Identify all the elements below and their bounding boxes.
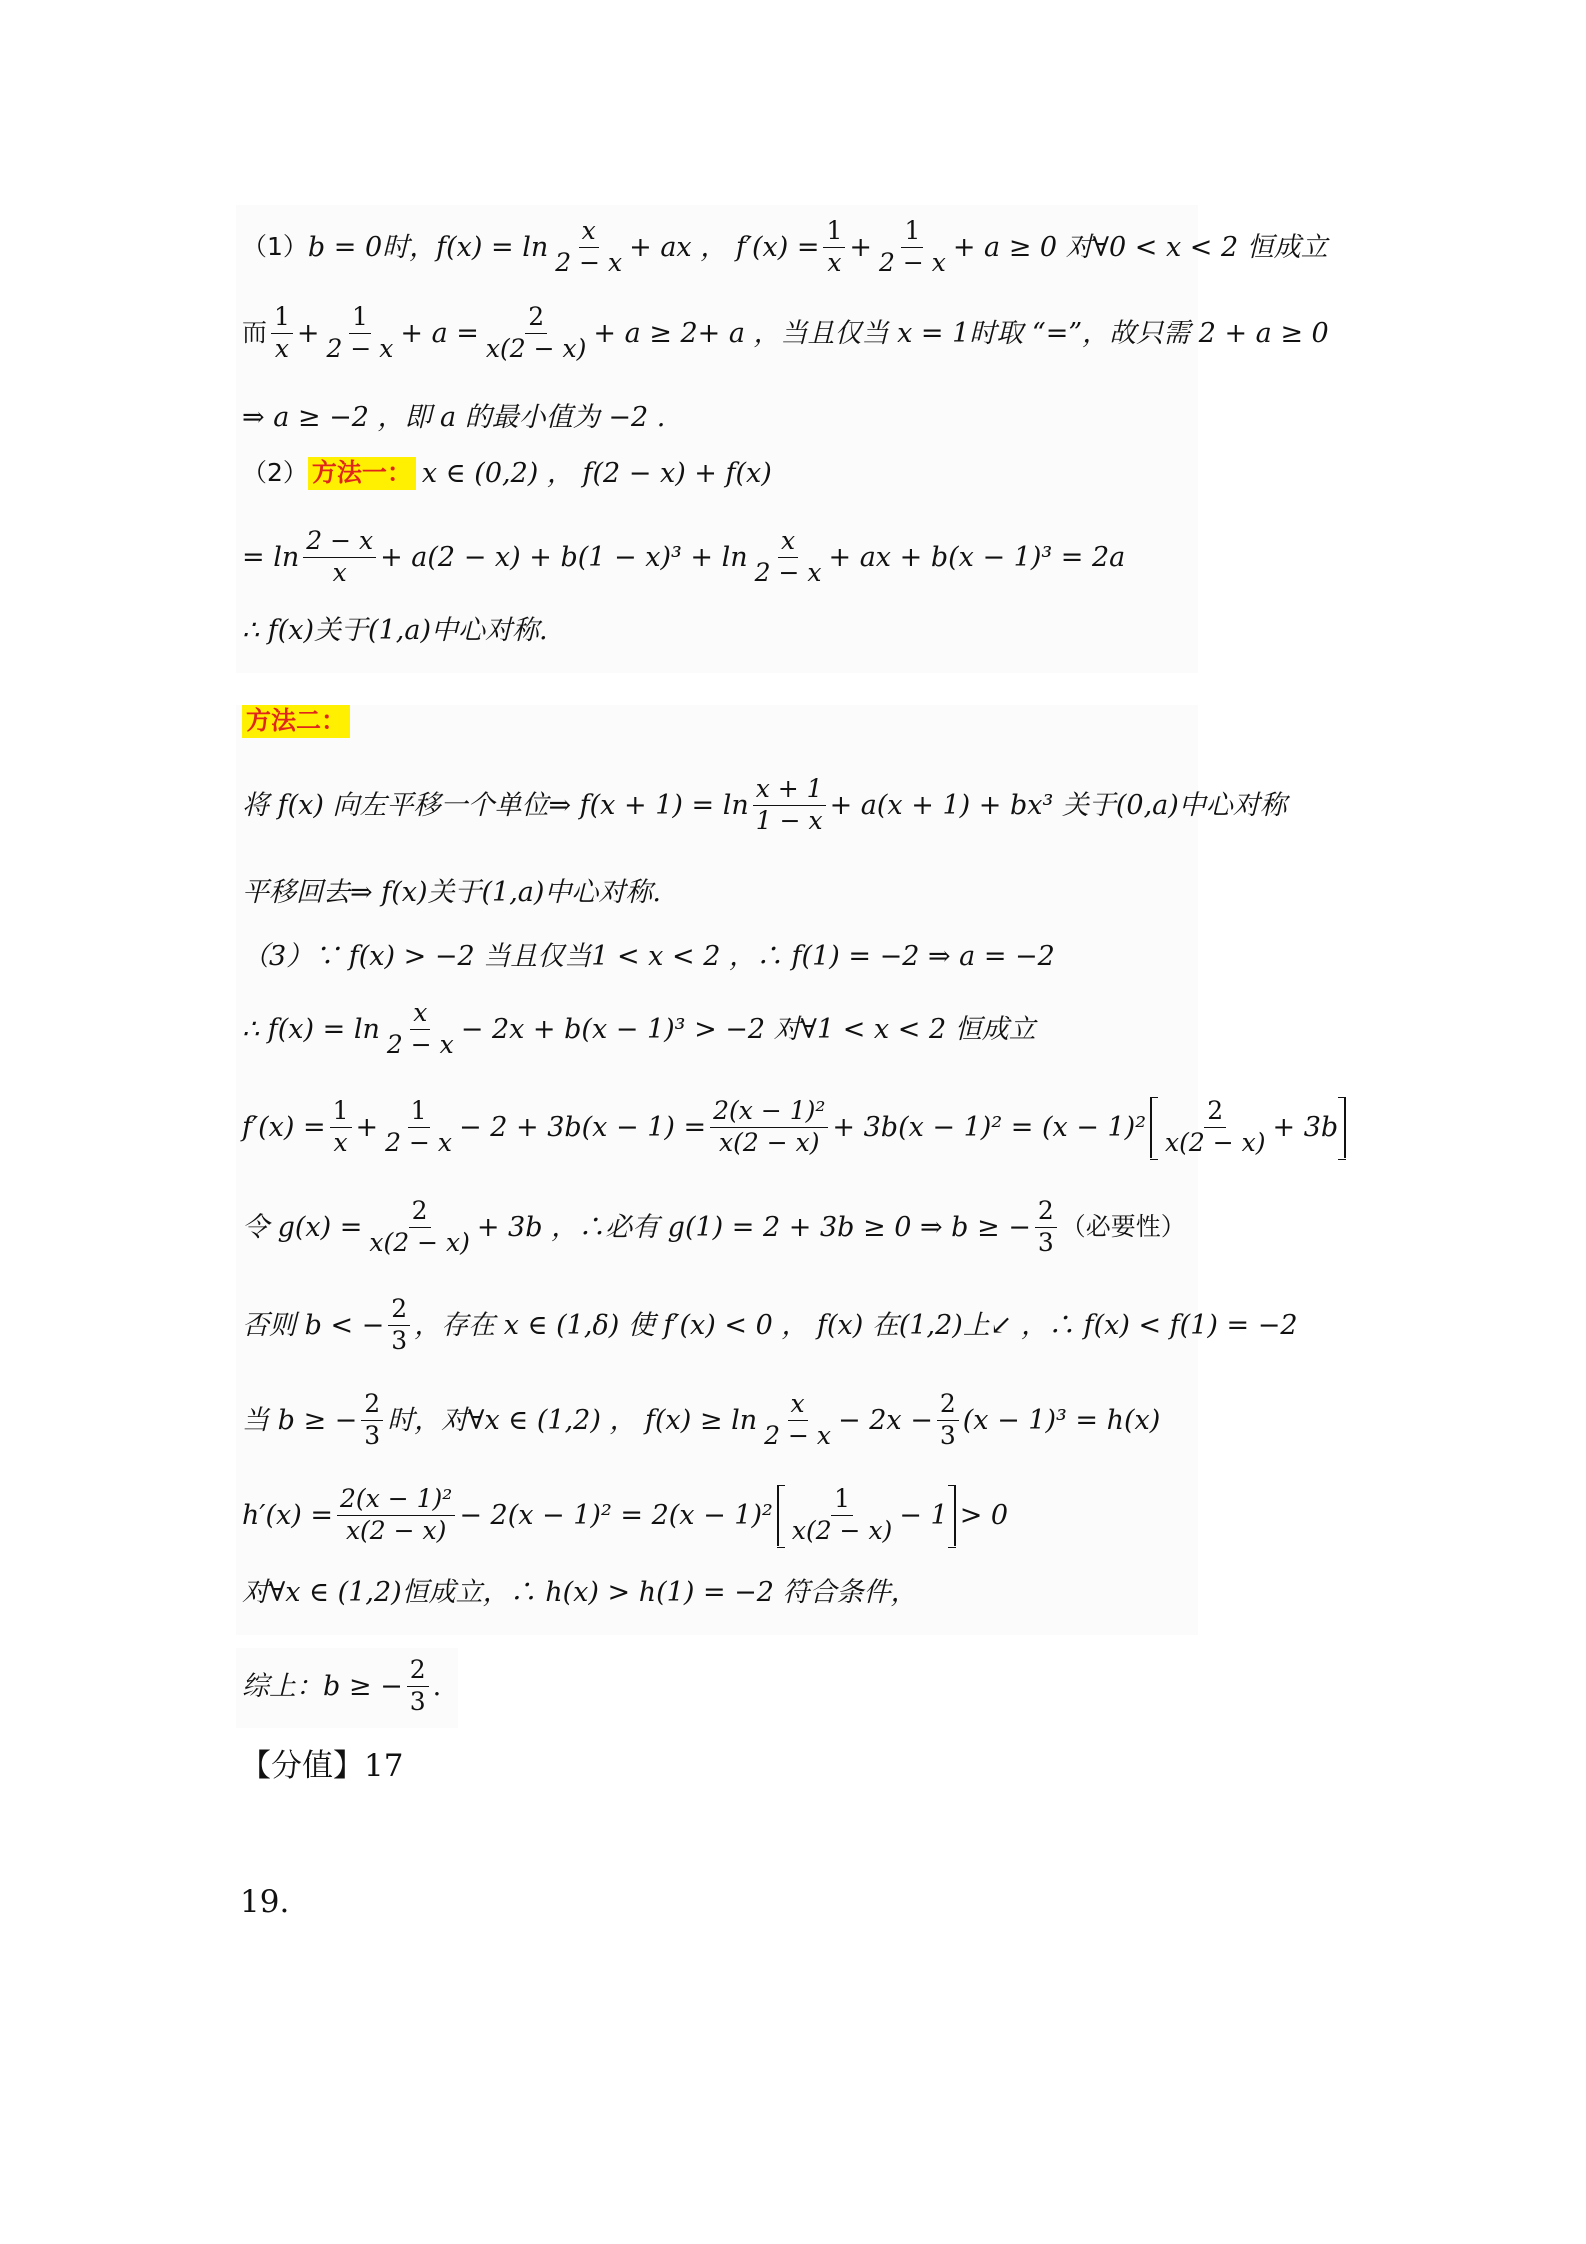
text: (x − 1)³ = h(x): [962, 1404, 1161, 1436]
text: 时，对∀x ∈ (1,2) ， f(x) ≥ ln: [387, 1404, 758, 1436]
text: 对∀x ∈ (1,2)恒成立，∴ h(x) > h(1) = −2 符合条件，: [242, 1577, 918, 1608]
numerator: 1: [349, 303, 371, 334]
text: 而: [242, 317, 268, 347]
numerator: x + 1: [753, 775, 826, 806]
denominator: x: [827, 247, 842, 277]
part2-line10: [242, 1577, 918, 1608]
score-label: 【分值】17: [240, 1748, 404, 1784]
denominator: x(2 − x): [345, 1515, 447, 1545]
fraction: [382, 1097, 455, 1158]
denominator: x: [332, 557, 347, 587]
denominator: 1 − x: [755, 805, 823, 835]
numerator: 2: [937, 1390, 959, 1421]
text: 令 g(x) =: [242, 1211, 363, 1243]
fraction: [330, 1097, 352, 1158]
part1-line3: [242, 402, 665, 433]
text: h′(x) =: [242, 1499, 334, 1531]
text: − 1: [899, 1499, 948, 1531]
text: .: [432, 1670, 442, 1702]
text: + a ≥ 0 对∀0 < x < 2 恒成立: [952, 231, 1328, 263]
denominator: x(2 − x): [369, 1227, 470, 1257]
text: = ln: [242, 541, 300, 573]
numerator: 2: [525, 303, 547, 334]
numerator: 2: [407, 1656, 429, 1687]
fraction: [1162, 1097, 1268, 1158]
fraction: [388, 1295, 410, 1356]
numerator: x: [410, 999, 430, 1030]
text: （必要性）: [1060, 1211, 1186, 1241]
denominator: 3: [364, 1420, 381, 1450]
text: + a =: [400, 317, 479, 349]
fraction: [337, 1485, 455, 1546]
text: + 3b: [1272, 1111, 1339, 1143]
denominator: 2 − x: [764, 1420, 831, 1450]
denominator: x(2 − x): [791, 1515, 893, 1545]
denominator: 2 − x: [326, 333, 394, 363]
text: x ∈ (0,2) ， f(2 − x) + f(x): [421, 457, 772, 489]
denominator: 2 − x: [385, 1127, 453, 1157]
part1-line1: （1） b = 0时， f(x) = ln $\frac{x}{2 - x}$ + ax ， f′(x) = $\frac{1}{x}$ + $\frac{1}{2 - x}$ + a ≥ 0 对∀0 < x < 2 恒成立: [242, 216, 1328, 277]
text: + a ≥ 2+ a ，当且仅当 x = 1时取 “=”，故只需 2 + a ≥ 0: [593, 317, 1329, 349]
fraction: [552, 217, 625, 278]
method-two-highlight: 方法二：: [242, 705, 350, 738]
solution-image-part2: [236, 705, 1339, 1635]
text: + a(x + 1) + bx³ 关于(0,a)中心对称: [829, 789, 1287, 821]
text: + 3b(x − 1)² = (x − 1)²: [832, 1111, 1147, 1143]
numerator: 2: [1204, 1097, 1226, 1128]
text: + ax + b(x − 1)³ = 2a: [828, 541, 1126, 573]
fraction: [303, 527, 376, 588]
text: b = 0时，: [307, 231, 437, 263]
numerator: x: [778, 527, 798, 558]
numerator: 1: [823, 217, 845, 248]
numerator: 2: [1035, 1197, 1057, 1228]
fraction: [1035, 1197, 1057, 1258]
denominator: 3: [391, 1325, 408, 1355]
solution-image-conclusion: [236, 1648, 458, 1728]
fraction: [407, 1656, 429, 1717]
part2-line1: [242, 775, 1287, 836]
text: + a(2 − x) + b(1 − x)³ + ln: [380, 541, 748, 573]
fraction: [361, 1390, 383, 1451]
part2-line9: [242, 1485, 1008, 1546]
numerator: 2 − x: [303, 527, 376, 558]
numerator: 2(x − 1)²: [337, 1485, 455, 1516]
fraction: [752, 527, 825, 588]
numerator: 1: [901, 217, 923, 248]
part2-line7: [242, 1295, 1298, 1356]
text: f(x) = ln: [436, 231, 549, 263]
text: f′(x) =: [242, 1111, 326, 1143]
text: ⇒ a ≥ −2 ，即 a 的最小值为 −2 .: [242, 402, 666, 433]
question-number: 19.: [240, 1884, 290, 1920]
denominator: x(2 − x): [485, 333, 587, 363]
part1-line2: 而 $\frac{1}{x}$ + $\frac{1}{2 - x}$ + a = $\frac{2}{x(2 - x)}$ + a ≥ 2+ a ，当且仅当 x = 1时取 “=”，故只需 2 + a ≥ 0: [242, 302, 1329, 363]
text: ∴ f(x) = ln: [242, 1013, 380, 1045]
numerator: 2: [409, 1197, 431, 1228]
part1-line6: [242, 615, 548, 646]
denominator: 2 − x: [555, 247, 623, 277]
label-part1: （1）: [242, 231, 308, 261]
numerator: 1: [330, 1097, 352, 1128]
text: 将 f(x) 向左平移一个单位⇒ f(x + 1) = ln: [242, 789, 749, 821]
numerator: x: [579, 217, 599, 248]
fraction: [761, 1390, 834, 1451]
part2-line3: [242, 941, 1055, 972]
fraction: [366, 1197, 472, 1258]
text: （3）∵ f(x) > −2 当且仅当1 < x < 2 ，∴ f(1) = −2 ⇒ a = −2: [242, 941, 1055, 972]
numerator: 2: [361, 1390, 383, 1421]
text: − 2x −: [838, 1404, 933, 1436]
fraction: [384, 999, 457, 1060]
label-part2: （2）: [242, 458, 308, 487]
denominator: x: [333, 1127, 348, 1157]
text: 综上：b ≥ −: [242, 1670, 403, 1702]
part2-line2: [242, 877, 661, 908]
denominator: x(2 − x): [719, 1127, 820, 1157]
denominator: 2 − x: [754, 557, 822, 587]
fraction: [483, 303, 589, 364]
fraction: [271, 303, 293, 364]
numerator: 1: [408, 1097, 430, 1128]
part1-line5: [242, 527, 1125, 588]
text: 平移回去⇒ f(x)关于(1,a)中心对称.: [242, 877, 662, 908]
fraction: [876, 217, 949, 278]
text: + 3b ，∴必有 g(1) = 2 + 3b ≥ 0 ⇒ b ≥ −: [476, 1211, 1031, 1243]
numerator: 2(x − 1)²: [710, 1097, 828, 1128]
text: + ax ， f′(x) =: [629, 231, 820, 263]
method-one-highlight: 方法一：: [308, 457, 416, 490]
text: 当 b ≥ −: [242, 1404, 358, 1436]
part2-method-two: [242, 705, 350, 738]
fraction: [324, 303, 397, 364]
denominator: 3: [409, 1686, 426, 1716]
denominator: 3: [939, 1420, 956, 1450]
fraction: [710, 1097, 828, 1158]
denominator: x: [274, 333, 290, 363]
fraction: [789, 1485, 895, 1546]
conclusion-line: [242, 1656, 441, 1717]
text: − 2x + b(x − 1)³ > −2 对∀1 < x < 2 恒成立: [460, 1013, 1036, 1045]
part2-line8: [242, 1390, 1160, 1451]
numerator: 1: [831, 1485, 853, 1516]
denominator: 3: [1037, 1227, 1054, 1257]
denominator: 2 − x: [386, 1029, 454, 1059]
denominator: 2 − x: [878, 247, 946, 277]
numerator: 2: [388, 1295, 410, 1326]
text: − 2(x − 1)² = 2(x − 1)²: [459, 1499, 773, 1531]
bracket-group: [777, 1485, 956, 1546]
part2-line6: [242, 1197, 1186, 1258]
denominator: x(2 − x): [1165, 1127, 1266, 1157]
part1-line4: [242, 457, 772, 490]
fraction: [753, 775, 826, 836]
solution-image-part1: [236, 205, 1329, 673]
text: ∴ f(x)关于(1,a)中心对称.: [242, 615, 548, 646]
part2-line5: f′(x) = $\frac{1}{x}$ + $\frac{1}{2 - x}$ − 2 + 3b(x − 1) = $\frac{\text{2(x − 1)²}}{x(2 - x)}$ + 3b(x − 1)² = (x − 1)² $\frac{2}{x(2 - x)}$ + 3b: [242, 1097, 1350, 1158]
text: − 2 + 3b(x − 1) =: [459, 1111, 707, 1143]
fraction: [823, 217, 845, 278]
numerator: 1: [271, 303, 293, 334]
text: 否则 b < −: [242, 1309, 385, 1341]
text: > 0: [959, 1499, 1009, 1531]
text: ，存在 x ∈ (1,δ) 使 f′(x) < 0 ， f(x) 在(1,2)上↙ ，∴ f(x) < f(1) = −2: [414, 1309, 1298, 1341]
bracket-group: [1150, 1097, 1346, 1158]
numerator: x: [788, 1390, 808, 1421]
part2-line4: [242, 999, 1036, 1060]
fraction: [937, 1390, 959, 1451]
